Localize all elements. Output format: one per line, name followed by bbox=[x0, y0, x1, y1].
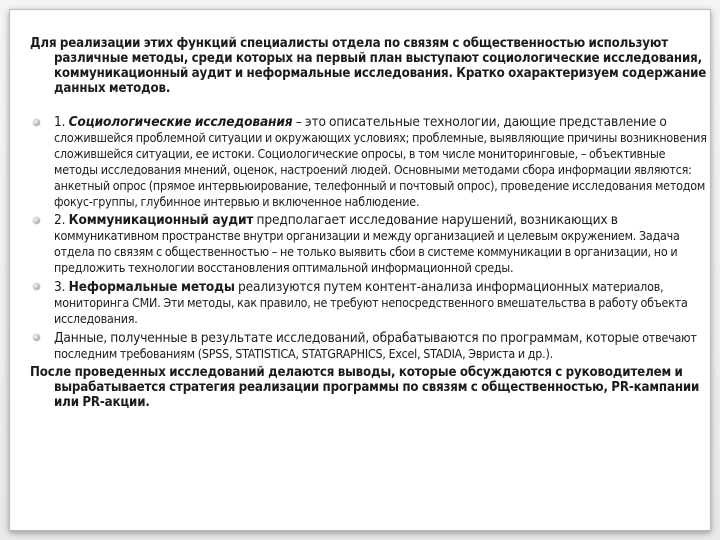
bullet-term: Коммуникационный аудит bbox=[68, 212, 254, 228]
bullet-item-communication-audit bbox=[30, 213, 707, 276]
bullet-term: Неформальные методы bbox=[68, 279, 235, 295]
bullet-body: материалов, мониторинга СМИ. Эти методы, как правило, не требуют непосредственного вмешательства в работу объекта исследования. bbox=[54, 279, 688, 326]
bullet-body: сложившейся проблемной ситуации и окружающих условиях; проблемные, выявляющие причины возникновения сложившейся ситуации, ее истоки. Социологические опросы, в том числе мониторинговые, – объективные методы исследования мнений, оценок, настроений людей. Основными методами сбора информации являются: анкетный опрос (прямое интервьюирование, телефонный и почтовый опрос), проведение исследования методом фокус-группы, глубинное интервью и включенное наблюдение. bbox=[54, 130, 707, 209]
bullet-dot-icon bbox=[33, 334, 40, 341]
bullet-lead-text: Данные, полученные в результате исследований, обрабатываются по программам, которые bbox=[54, 330, 640, 346]
bullet-number: 2. bbox=[54, 212, 69, 228]
content-frame bbox=[9, 9, 711, 531]
bullet-term: Социологические исследования bbox=[68, 114, 293, 130]
intro-paragraph: Для реализации этих функций специалисты отдела по связям с общественностью используют различные методы, среди которых на первый план выступают социологические исследования, коммуникационный аудит и неформальные исследования. Кратко охарактеризуем содержание данных методов. bbox=[30, 36, 707, 96]
bullet-item-data-processing bbox=[30, 330, 707, 362]
bullet-first-line bbox=[54, 114, 667, 130]
bullet-number: 1. bbox=[54, 114, 69, 130]
slide-content bbox=[30, 36, 707, 410]
bullet-item-sociological bbox=[30, 115, 707, 210]
bullet-lead-text: реализуются путем контент-анализа информационных bbox=[234, 279, 589, 295]
bullet-lead-text: – это описательные технологии, дающие представление о bbox=[292, 114, 667, 130]
bullet-body: отвечают последним требованиям (SPSS, STATISTICA, STATGRAPHICS, Excel, STADIA, Эвриста и др.). bbox=[54, 330, 697, 361]
bullet-first-line bbox=[54, 279, 589, 295]
bullet-dot-icon bbox=[33, 217, 40, 224]
bullet-number: 3. bbox=[54, 279, 69, 295]
bullet-dot-icon bbox=[33, 283, 40, 290]
conclusion-paragraph: После проведенных исследований делаются выводы, которые обсуждаются с руководителем и вырабатывается стратегия реализации программы по связям с общественностью, PR-кампании или PR-акции. bbox=[30, 365, 700, 410]
bullet-body: коммуникативном пространстве внутри организации и между организацией и целевым окружением. Задача отдела по связям с общественностью – не только выявить сбои в системе коммуникации в организации, но и предложить технологии восстановления оптимальной информационной среды. bbox=[54, 228, 680, 275]
bullet-first-line bbox=[54, 212, 618, 228]
bullet-list bbox=[30, 115, 707, 362]
bullet-dot-icon bbox=[33, 119, 40, 126]
bullet-first-line bbox=[54, 330, 639, 346]
bullet-item-informal-methods bbox=[30, 279, 707, 327]
bullet-lead-text: предполагает исследование нарушений, возникающих в bbox=[253, 212, 618, 228]
